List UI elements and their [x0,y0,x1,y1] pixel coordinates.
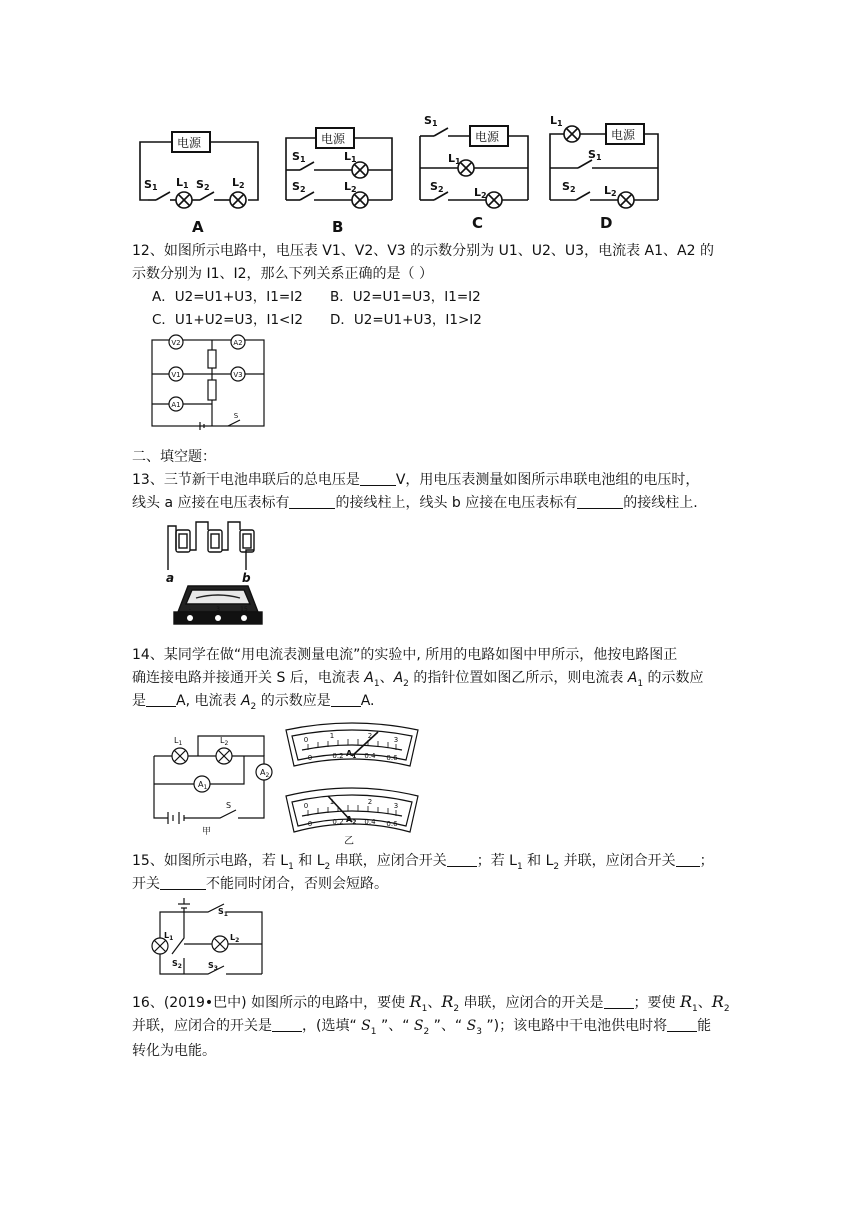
svg-text:A1: $A_1$ [346,749,357,760]
svg-text:0.6: 0.6 [386,820,398,828]
q12-line1: 12、如图所示电路中，电压表 V1、V2、V3 的示数分别为 U1、U2、U3，电流表 A1、A2 的 [132,243,714,259]
svg-text:S2: S2 [196,178,210,192]
svg-text:A1: $A_1$ [198,780,208,791]
svg-text:S2: S2 [292,180,306,194]
q12-line2: 示数分别为 I1、I2，那么下列关系正确的是（ ） [132,266,433,282]
section-header: 二、填空题： [132,449,216,465]
panel-letter-b: B [332,218,344,236]
svg-text:A2: $A_2$ [260,768,270,779]
svg-text:0.4: 0.4 [364,752,376,760]
svg-text:0.2: 0.2 [332,752,344,760]
svg-text:S2: S2 [430,180,444,194]
svg-text:3: 3 [216,606,220,613]
svg-text:S1: S1 [144,178,158,192]
svg-text:电源: 电源 [475,130,500,144]
q14-line3: 是 A, 电流表 $A_2$ 的示数应是 A. [132,690,374,719]
svg-text:A1: A1 [171,401,181,409]
q13-line2: 线头 a 应接在电压表标有 的接线柱上，线头 b 应接在电压表标有 的接线柱上. [132,492,698,515]
svg-text:电源: 电源 [611,128,636,142]
q12-option-b: B．U2=U1=U3，I1=I2 [330,289,481,305]
q16-line2: 并联，应闭合的开关是 ，(选填“ $S_1$ ”、“ $S_2$ ”、“ $S_3$ ”)；该电路中干电池供电时将 能 [132,1015,711,1044]
svg-text:V2: V2 [171,339,181,347]
svg-text:L1: L1 [550,114,563,128]
q16-blank-1[interactable] [604,992,634,1009]
svg-text:L2: L2 [474,186,487,200]
svg-text:L2: $L_2$ [220,736,229,747]
svg-text:0: 0 [303,802,309,810]
q13-line1: 13、三节新干电池串联后的总电压是 V，用电压表测量如图所示串联电池组的电压时， [132,469,699,492]
svg-text:L2: L2 [232,176,245,190]
q14-circuit-jia [146,728,276,837]
panel-letter-d: D [600,214,613,232]
svg-text:0.6: 0.6 [386,754,398,762]
svg-text:3: 3 [393,802,399,810]
svg-text:L1: $L_1$ [174,736,183,747]
q14-ammeters-yi [282,722,422,847]
q15-line2: 开关 不能同时闭合，否则会短路。 [132,873,388,896]
q14-blank-1[interactable] [146,690,176,707]
svg-text:L1: L1 [176,176,189,190]
q15-blank-2[interactable] [676,850,700,867]
svg-text:0.4: 0.4 [364,818,376,826]
svg-text:L1: L1 [344,150,357,164]
svg-text:A2: $A_2$ [346,815,357,826]
svg-text:S2: $S_2$ [172,959,182,970]
caption-jia: 甲 [202,827,212,837]
q16-blank-3[interactable] [667,1015,697,1032]
panel-letter-a: A [192,218,204,236]
q16-line1: 16、(2019•巴中) 如图所示的电路中，要使 $R_1$、$R_2$ 串联，应闭合的开关是 ；要使 $R_1$、$R_2$ [132,992,730,1014]
svg-text:L2: $L_2$ [230,933,240,944]
svg-text:S1: S1 [424,114,438,128]
q16-line3: 转化为电能。 [132,1043,216,1059]
svg-text:2: 2 [367,798,373,806]
svg-text:1: 1 [329,798,335,806]
svg-text:S1: S1 [292,150,306,164]
svg-text:3: 3 [393,736,399,744]
q12-option-a: A．U2=U1+U3，I1=I2 [152,289,303,305]
svg-text:L2: L2 [604,184,617,198]
svg-text:0.2: 0.2 [332,818,344,826]
svg-text:S: S [233,412,239,420]
top-circuits-figure [130,110,670,235]
q12-circuit-figure [144,332,270,432]
q15-line1: 15、如图所示电路，若 $L_1$ 和 $L_2$ 串联，应闭合开关 ；若 $L_1$ 和 $L_2$ 并联，应闭合开关 ； [132,850,714,879]
svg-text:0: 0 [307,820,313,828]
q14-line2: 确连接电路并接通开关 S 后，电流表 $A_1$、$A_2$ 的指针位置如图乙所示，则电流表 $A_1$ 的示数应 [132,670,704,689]
svg-text:0: 0 [307,754,313,762]
svg-text:L1: L1 [448,152,461,166]
svg-text:L1: $L_1$ [164,931,174,942]
svg-text:S3: $S_3$ [208,961,218,972]
q16-blank-2[interactable] [272,1015,302,1032]
q13-battery-voltmeter-figure [160,518,270,638]
panel-letter-c: C [472,214,484,232]
svg-text:L2: L2 [344,180,357,194]
svg-text:S: S [226,801,232,810]
q12-option-c: C．U1+U2=U3，I1<I2 [152,312,303,328]
q13-blank-1[interactable] [360,469,396,486]
wire-b-label: b [242,571,251,585]
svg-text:2: 2 [367,732,373,740]
svg-text:V1: V1 [171,371,181,379]
wire-a-label: a [166,571,175,585]
svg-text:A2: A2 [233,339,243,347]
svg-text:电源: 电源 [321,132,346,146]
svg-text:1: 1 [329,732,335,740]
svg-text:S1: $S_1$ [218,907,228,918]
svg-text:S1: S1 [588,148,602,162]
svg-text:S2: S2 [562,180,576,194]
q15-blank-1[interactable] [447,850,477,867]
svg-text:0: 0 [303,736,309,744]
svg-text:-: - [188,606,192,613]
svg-text:15: 15 [240,606,248,613]
caption-yi: 乙 [344,836,354,847]
q15-circuit-figure [148,898,268,980]
q13-blank-3[interactable] [577,492,623,509]
q14-line1: 14、某同学在做“用电流表测量电流”的实验中, 所用的电路如图中甲所示，他按电路图正 [132,647,678,663]
q15-blank-3[interactable] [160,873,206,890]
q12-option-d: D．U2=U1+U3，I1>I2 [330,312,482,328]
svg-text:电源: 电源 [177,136,202,150]
q14-blank-2[interactable] [331,690,361,707]
svg-text:V3: V3 [233,371,243,379]
q13-blank-2[interactable] [289,492,335,509]
